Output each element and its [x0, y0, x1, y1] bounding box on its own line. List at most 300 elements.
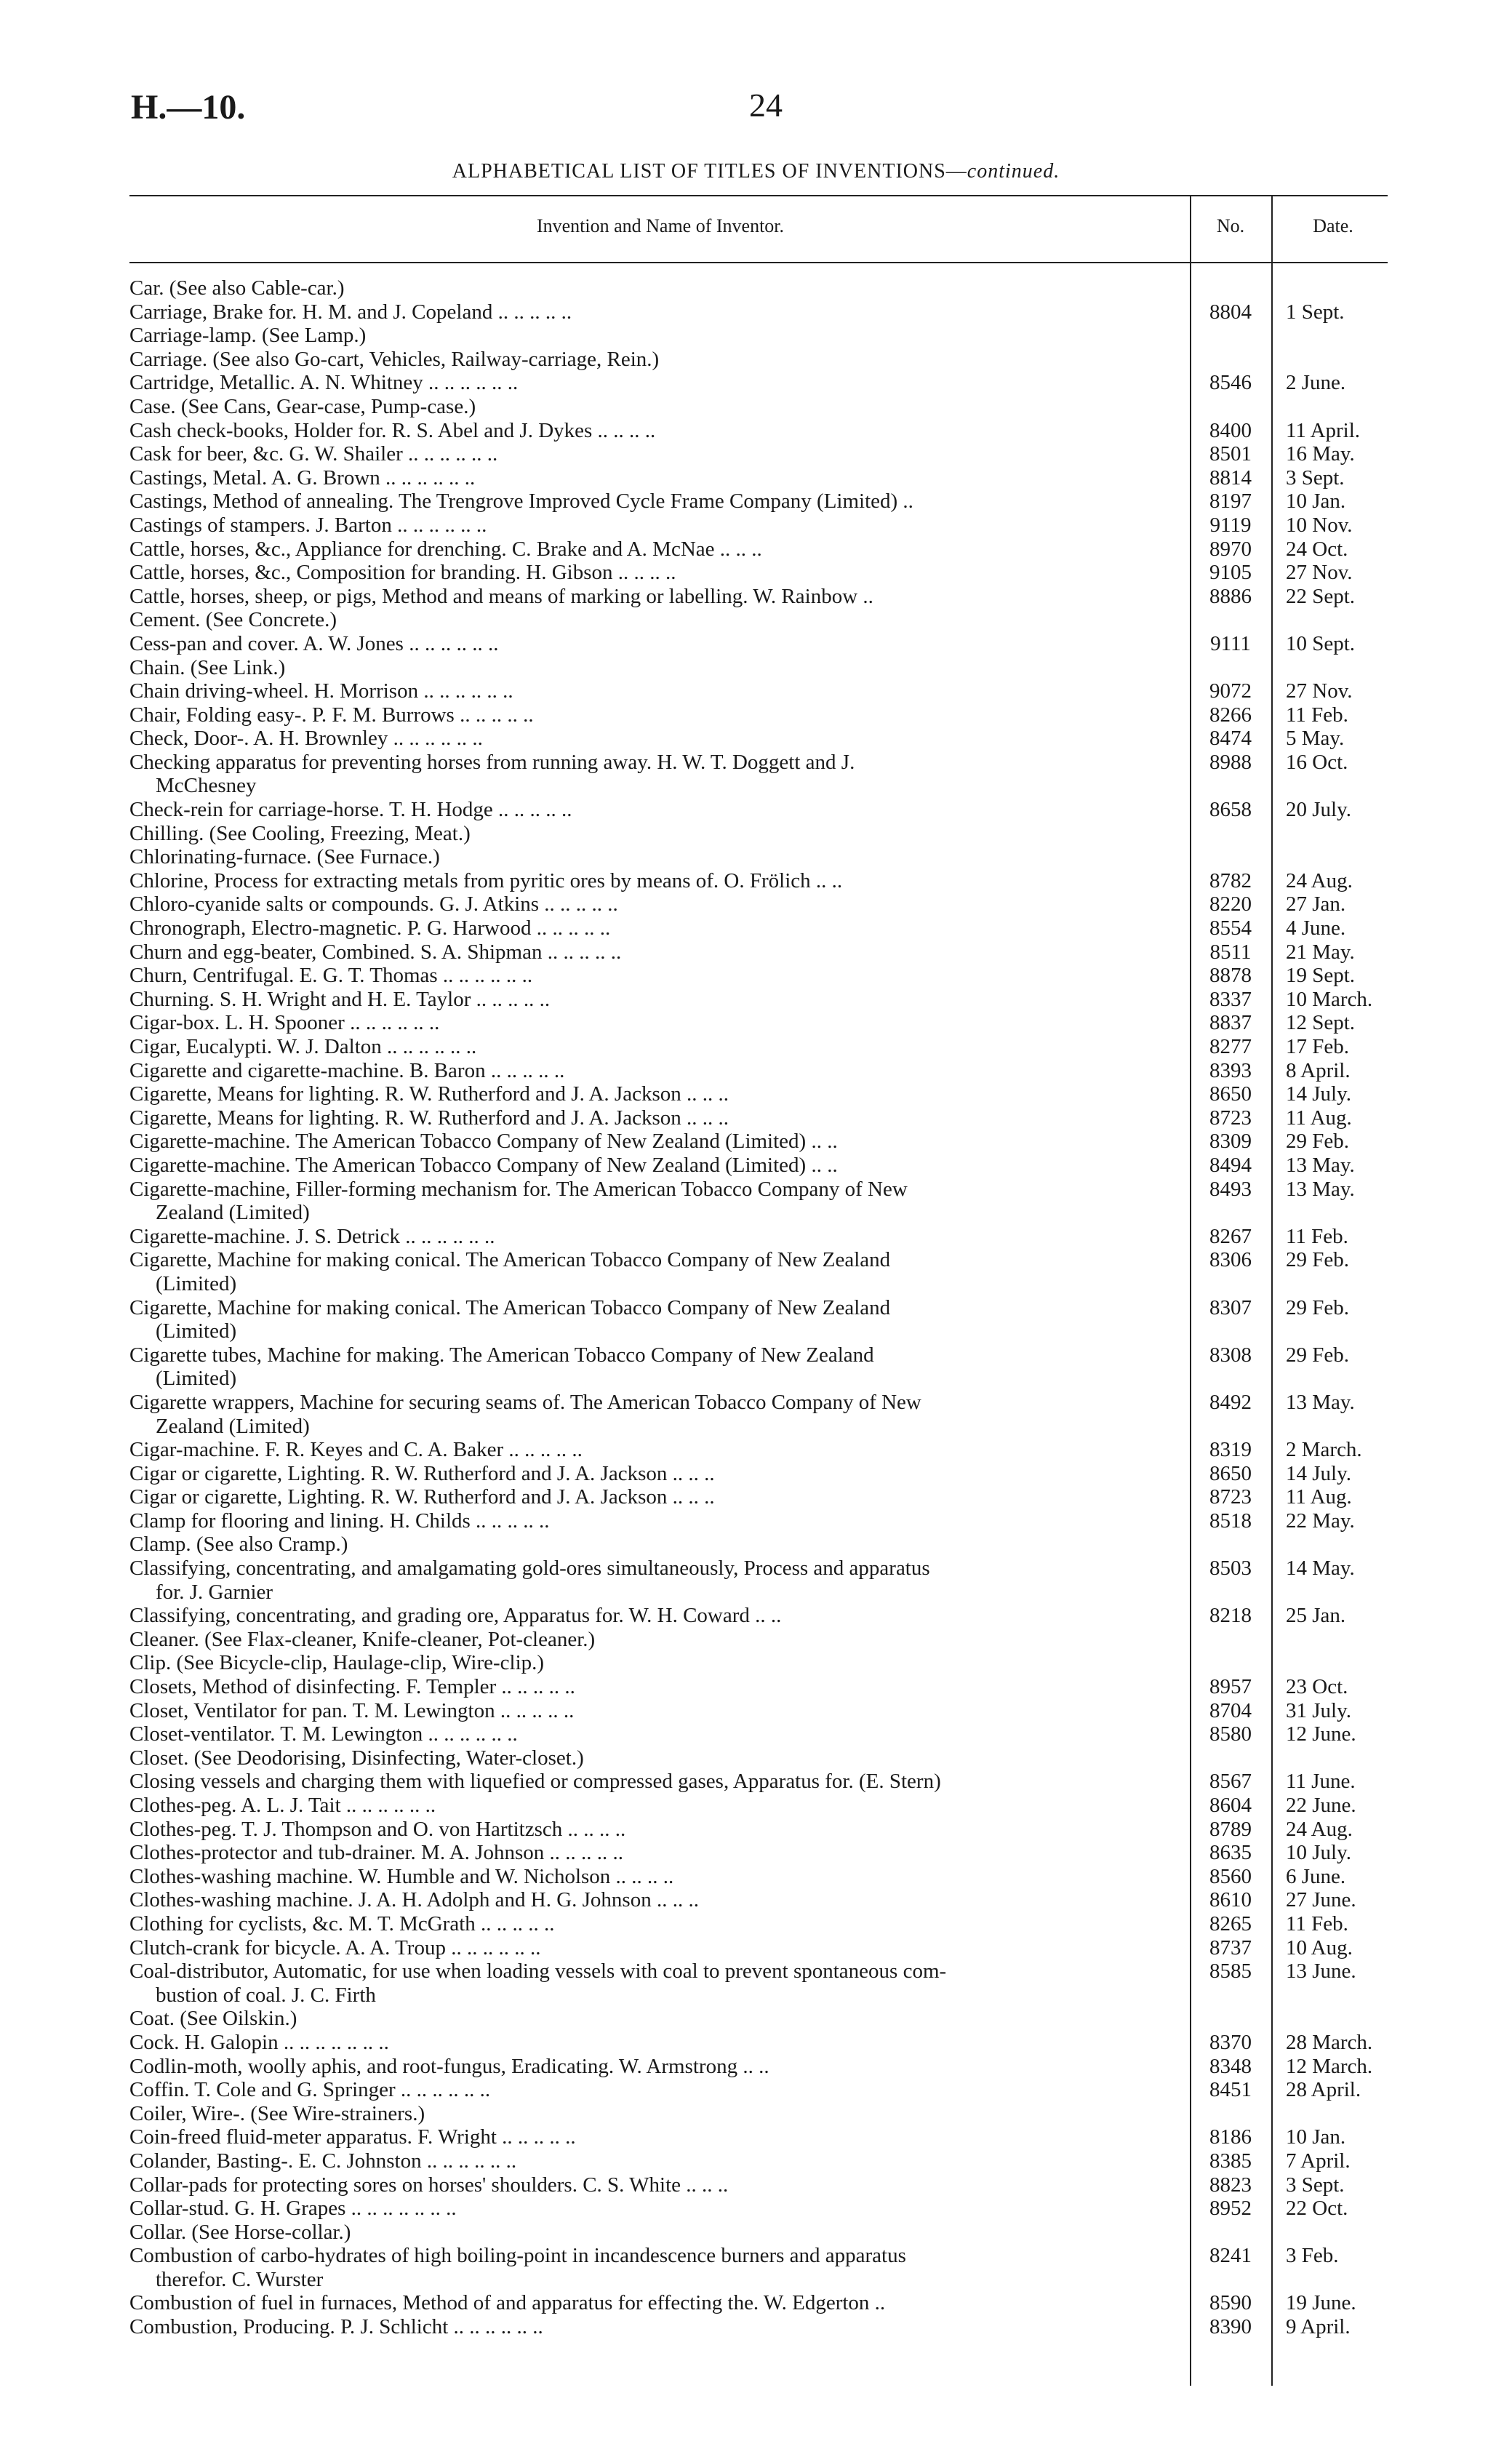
- table-row: [129, 371, 1388, 395]
- invention-cell: [129, 1936, 1185, 1960]
- table-row: [129, 2149, 1388, 2173]
- table-body: [129, 276, 1388, 2339]
- table-row: [129, 1912, 1388, 1936]
- patent-number: 8546: [1209, 371, 1252, 395]
- patent-date: 29 Feb.: [1286, 1343, 1349, 1367]
- invention-cell: [129, 1225, 1185, 1249]
- patent-date: 6 June.: [1286, 1864, 1346, 1888]
- invention-title: Cigarette and cigarette-machine. B. Baron .. .. .. .. ..: [129, 1058, 565, 1082]
- patent-date: 23 Oct.: [1286, 1675, 1348, 1699]
- patent-date: 27 Nov.: [1286, 679, 1353, 703]
- table-row: [129, 940, 1388, 964]
- invention-cell: [129, 1699, 1185, 1723]
- invention-cell: [129, 2149, 1185, 2173]
- invention-title: Cigarette-machine, Filler-forming mechanism for. The American Tobacco Company of New: [129, 1177, 908, 1201]
- patent-number: 8501: [1209, 442, 1252, 466]
- patent-date: 14 May.: [1286, 1557, 1355, 1581]
- patent-date: 3 Sept.: [1286, 2173, 1345, 2197]
- invention-cell: [129, 2007, 1185, 2031]
- patent-number: 8306: [1209, 1248, 1252, 1272]
- table-row: [129, 2031, 1388, 2055]
- table-row: [129, 1888, 1388, 1912]
- invention-cell: [129, 1509, 1185, 1533]
- patent-number: 8503: [1209, 1557, 1252, 1581]
- invention-title: Colander, Basting-. E. C. Johnston .. .. .. .. .. ..: [129, 2149, 517, 2173]
- patent-number: 8650: [1209, 1461, 1252, 1485]
- patent-date: 29 Feb.: [1286, 1248, 1349, 1272]
- invention-title: Churn and egg-beater, Combined. S. A. Shipman .. .. .. .. ..: [129, 940, 622, 964]
- invention-cell: [129, 916, 1185, 940]
- patent-date: 10 Nov.: [1286, 513, 1353, 537]
- patent-date: 22 Sept.: [1286, 584, 1356, 608]
- patent-number: 8197: [1209, 490, 1252, 514]
- table-row: [129, 1438, 1388, 1462]
- invention-title: Cess-pan and cover. A. W. Jones .. .. .. .. .. ..: [129, 631, 499, 655]
- table-row: [129, 1675, 1388, 1699]
- invention-cell: [129, 348, 1185, 372]
- table-row: [129, 869, 1388, 893]
- patent-number: 8635: [1209, 1841, 1252, 1865]
- invention-title: Chronograph, Electro-magnetic. P. G. Harwood .. .. .. .. ..: [129, 916, 611, 940]
- invention-title: Cigar-box. L. H. Spooner .. .. .. .. .. ..: [129, 1011, 440, 1035]
- invention-cell: [129, 988, 1185, 1012]
- invention-cell: [129, 1178, 1185, 1225]
- table-row: [129, 324, 1388, 348]
- patent-number: 8723: [1209, 1485, 1252, 1509]
- table-row: [129, 1557, 1388, 1604]
- invention-cell: [129, 940, 1185, 964]
- patent-date: 4 June.: [1286, 916, 1346, 940]
- invention-title: Churn, Centrifugal. E. G. T. Thomas .. .. .. .. .. ..: [129, 964, 533, 988]
- patent-number: 8385: [1209, 2149, 1252, 2173]
- invention-cell: [129, 751, 1185, 798]
- patent-number: 8319: [1209, 1438, 1252, 1462]
- table-row: [129, 1391, 1388, 1438]
- patent-number: 8390: [1209, 2315, 1252, 2339]
- patent-number: 8554: [1209, 916, 1252, 940]
- invention-title: Cigarette, Machine for making conical. The American Tobacco Company of New Zealand: [129, 1248, 891, 1272]
- patent-date: 12 Sept.: [1286, 1011, 1356, 1035]
- invention-title: Cattle, horses, sheep, or pigs, Method and means of marking or labelling. W. Rainbow ..: [129, 584, 873, 608]
- invention-cell: [129, 869, 1185, 893]
- invention-cell: [129, 1865, 1185, 1889]
- patent-number: 8267: [1209, 1224, 1252, 1248]
- invention-cell: [129, 822, 1185, 846]
- table-row: [129, 1651, 1388, 1675]
- invention-title: Closet, Ventilator for pan. T. M. Lewington .. .. .. .. ..: [129, 1698, 575, 1722]
- invention-title: Cigar or cigarette, Lighting. R. W. Rutherford and J. A. Jackson .. .. ..: [129, 1485, 715, 1509]
- table-row: [129, 916, 1388, 940]
- invention-cell: [129, 608, 1185, 632]
- invention-title: Classifying, concentrating, and grading ore, Apparatus for. W. H. Coward .. ..: [129, 1604, 782, 1628]
- patent-number: 8218: [1209, 1604, 1252, 1628]
- table-row: [129, 751, 1388, 798]
- table-row: [129, 1818, 1388, 1842]
- patent-date: 28 March.: [1286, 2030, 1373, 2054]
- invention-title: Carriage-lamp. (See Lamp.): [129, 324, 367, 348]
- invention-title: Cartridge, Metallic. A. N. Whitney .. .. .. .. .. ..: [129, 371, 519, 395]
- invention-cell: [129, 419, 1185, 443]
- invention-title: Coin-freed fluid-meter apparatus. F. Wright .. .. .. .. ..: [129, 2125, 576, 2149]
- invention-title: Cattle, horses, &c., Composition for branding. H. Gibson .. .. .. ..: [129, 561, 676, 585]
- invention-title: Clip. (See Bicycle-clip, Haulage-clip, Wire-clip.): [129, 1651, 545, 1675]
- patent-number: 8186: [1209, 2125, 1252, 2149]
- patent-number: 8782: [1209, 868, 1252, 892]
- patent-number: 8737: [1209, 1935, 1252, 1959]
- invention-cell: [129, 2078, 1185, 2102]
- invention-title-continued: McChesney: [156, 774, 257, 798]
- patent-date: 2 March.: [1286, 1438, 1362, 1462]
- table-row: [129, 2221, 1388, 2245]
- page-reference: H.—10.: [131, 88, 246, 127]
- patent-date: 2 June.: [1286, 371, 1346, 395]
- invention-title: Clothes-peg. T. J. Thompson and O. von Hartitzsch .. .. .. ..: [129, 1817, 626, 1841]
- patent-number: 8604: [1209, 1794, 1252, 1817]
- patent-number: 8277: [1209, 1035, 1252, 1058]
- table-row: [129, 300, 1388, 324]
- patent-number: 8266: [1209, 703, 1252, 727]
- invention-title: Clutch-crank for bicycle. A. A. Troup .. .. .. .. .. ..: [129, 1935, 541, 1959]
- invention-cell: [129, 1130, 1185, 1154]
- invention-cell: [129, 395, 1185, 419]
- patent-number: 8337: [1209, 987, 1252, 1011]
- invention-title: Coffin. T. Cole and G. Springer .. .. .. .. .. ..: [129, 2078, 491, 2102]
- invention-title: Combustion, Producing. P. J. Schlicht .. .. .. .. .. ..: [129, 2315, 543, 2339]
- table-row: [129, 2291, 1388, 2315]
- patent-number: 8957: [1209, 1675, 1252, 1699]
- patent-number: 8704: [1209, 1698, 1252, 1722]
- patent-number: 8723: [1209, 1106, 1252, 1130]
- invention-title: Clamp for flooring and lining. H. Childs .. .. .. .. ..: [129, 1509, 550, 1533]
- invention-title: Castings of stampers. J. Barton .. .. .. .. .. ..: [129, 513, 487, 537]
- invention-cell: [129, 1794, 1185, 1818]
- table-row: [129, 1722, 1388, 1746]
- patent-date: 16 Oct.: [1286, 750, 1348, 774]
- invention-title: Cigarette-machine. The American Tobacco Company of New Zealand (Limited) .. ..: [129, 1153, 838, 1177]
- table-row: [129, 1959, 1388, 2007]
- patent-date: 10 March.: [1286, 987, 1373, 1011]
- patent-date: 12 March.: [1286, 2054, 1373, 2078]
- patent-date: 11 Feb.: [1286, 1224, 1348, 1248]
- invention-cell: [129, 1959, 1185, 2007]
- invention-cell: [129, 892, 1185, 916]
- invention-cell: [129, 703, 1185, 727]
- patent-number: 9072: [1209, 679, 1252, 703]
- invention-title: Clothes-washing machine. W. Humble and W. Nicholson .. .. .. ..: [129, 1864, 674, 1888]
- invention-cell: [129, 2102, 1185, 2126]
- patent-number: 8511: [1209, 940, 1252, 964]
- patent-date: 7 April.: [1286, 2149, 1351, 2173]
- invention-title: Cock. H. Galopin .. .. .. .. .. .. ..: [129, 2030, 389, 2054]
- table-row: [129, 1130, 1388, 1154]
- patent-date: 17 Feb.: [1286, 1035, 1349, 1058]
- invention-cell: [129, 845, 1185, 869]
- table-row: [129, 2102, 1388, 2126]
- invention-title: Cigarette, Means for lighting. R. W. Rutherford and J. A. Jackson .. .. ..: [129, 1082, 729, 1106]
- invention-cell: [129, 2125, 1185, 2149]
- invention-title: Cigarette-machine. J. S. Detrick .. .. .. .. .. ..: [129, 1224, 495, 1248]
- invention-cell: [129, 1059, 1185, 1083]
- invention-cell: [129, 798, 1185, 822]
- invention-cell: [129, 727, 1185, 751]
- patent-number: 8658: [1209, 798, 1252, 822]
- invention-cell: [129, 1651, 1185, 1675]
- patent-number: 8307: [1209, 1295, 1252, 1319]
- patent-date: 22 May.: [1286, 1509, 1355, 1533]
- table-row: [129, 845, 1388, 869]
- patent-number: 8241: [1209, 2244, 1252, 2268]
- invention-title: Cigarette tubes, Machine for making. The American Tobacco Company of New Zealand: [129, 1343, 874, 1367]
- table-row: [129, 348, 1388, 372]
- table-row: [129, 608, 1388, 632]
- table-row: [129, 1533, 1388, 1557]
- patent-date: 24 Oct.: [1286, 537, 1348, 561]
- invention-cell: [129, 1296, 1185, 1343]
- patent-date: 16 May.: [1286, 442, 1355, 466]
- invention-title: Collar-stud. G. H. Grapes .. .. .. .. .. .. ..: [129, 2197, 457, 2221]
- table-row: [129, 2125, 1388, 2149]
- header-date: Date.: [1313, 215, 1353, 236]
- invention-cell: [129, 1841, 1185, 1865]
- invention-cell: [129, 632, 1185, 656]
- patent-date: 11 April.: [1286, 418, 1361, 442]
- table-row: [129, 1462, 1388, 1486]
- table-row: [129, 1628, 1388, 1652]
- patent-date: 24 Aug.: [1286, 1817, 1353, 1841]
- invention-title: Cigarette-machine. The American Tobacco Company of New Zealand (Limited) .. ..: [129, 1130, 838, 1154]
- table-row: [129, 1841, 1388, 1865]
- invention-title: Clamp. (See also Cramp.): [129, 1533, 348, 1557]
- invention-title: Cigarette wrappers, Machine for securing seams of. The American Tobacco Company of New: [129, 1390, 921, 1414]
- table-row: [129, 1770, 1388, 1794]
- invention-title-continued: Zealand (Limited): [156, 1201, 310, 1225]
- patent-date: 22 Oct.: [1286, 2197, 1348, 2221]
- table-row: [129, 679, 1388, 703]
- invention-title: Collar-pads for protecting sores on horses' shoulders. C. S. White .. .. ..: [129, 2173, 729, 2197]
- invention-cell: [129, 1462, 1185, 1486]
- invention-title: Coat. (See Oilskin.): [129, 2007, 297, 2031]
- patent-date: 1 Sept.: [1286, 300, 1345, 324]
- invention-title-continued: bustion of coal. J. C. Firth: [156, 1983, 376, 2007]
- invention-title: Check, Door-. A. H. Brownley .. .. .. .. .. ..: [129, 727, 483, 751]
- table-row: [129, 538, 1388, 562]
- page-number: 24: [749, 87, 783, 124]
- patent-date: 11 Aug.: [1286, 1485, 1352, 1509]
- invention-title: Coal-distributor, Automatic, for use when loading vessels with coal to prevent spontaneous com-: [129, 1959, 947, 1983]
- invention-title: Castings, Method of annealing. The Trengrove Improved Cycle Frame Company (Limited) ..: [129, 490, 913, 514]
- patent-date: 31 July.: [1286, 1698, 1351, 1722]
- patent-number: 8952: [1209, 2197, 1252, 2221]
- invention-title: Chlorine, Process for extracting metals from pyritic ores by means of. O. Frölich .. ..: [129, 868, 843, 892]
- patent-date: 11 Aug.: [1286, 1106, 1352, 1130]
- table-row: [129, 2197, 1388, 2221]
- invention-cell: [129, 1604, 1185, 1628]
- patent-number: 8970: [1209, 537, 1252, 561]
- patent-date: 29 Feb.: [1286, 1130, 1349, 1154]
- patent-number: 8560: [1209, 1864, 1252, 1888]
- invention-cell: [129, 371, 1185, 395]
- invention-cell: [129, 1082, 1185, 1106]
- patent-number: 8400: [1209, 418, 1252, 442]
- table-row: [129, 1082, 1388, 1106]
- invention-title: Collar. (See Horse-collar.): [129, 2220, 351, 2244]
- table-row: [129, 703, 1388, 727]
- patent-number: 8308: [1209, 1343, 1252, 1367]
- patent-number: 9111: [1210, 631, 1251, 655]
- invention-cell: [129, 1154, 1185, 1178]
- table-row: [129, 727, 1388, 751]
- invention-cell: [129, 2031, 1185, 2055]
- invention-cell: [129, 2197, 1185, 2221]
- patent-number: 9105: [1209, 561, 1252, 585]
- invention-cell: [129, 1675, 1185, 1699]
- invention-title: Chlorinating-furnace. (See Furnace.): [129, 845, 440, 869]
- patent-date: 11 June.: [1286, 1770, 1356, 1794]
- page-title-continued: continued.: [967, 160, 1060, 183]
- invention-cell: [129, 964, 1185, 988]
- patent-date: 28 April.: [1286, 2078, 1361, 2102]
- invention-cell: [129, 490, 1185, 514]
- invention-title: Clothes-peg. A. L. J. Tait .. .. .. .. .. ..: [129, 1794, 436, 1817]
- invention-cell: [129, 300, 1185, 324]
- invention-cell: [129, 1035, 1185, 1059]
- invention-title: Case. (See Cans, Gear-case, Pump-case.): [129, 394, 476, 418]
- patent-date: 27 Nov.: [1286, 561, 1353, 585]
- table-row: [129, 1106, 1388, 1130]
- table-row: [129, 2244, 1388, 2291]
- invention-cell: [129, 679, 1185, 703]
- patent-number: 8220: [1209, 892, 1252, 916]
- patent-date: 24 Aug.: [1286, 868, 1353, 892]
- table-row: [129, 442, 1388, 466]
- invention-title: Castings, Metal. A. G. Brown .. .. .. .. .. ..: [129, 466, 476, 490]
- invention-title-continued: (Limited): [156, 1319, 237, 1343]
- invention-cell: [129, 1391, 1185, 1438]
- table-row: [129, 988, 1388, 1012]
- patent-number: 8474: [1209, 727, 1252, 751]
- table-row: [129, 632, 1388, 656]
- table-row: [129, 1343, 1388, 1391]
- patent-date: 10 Sept.: [1286, 631, 1356, 655]
- invention-cell: [129, 1438, 1185, 1462]
- invention-title-continued: (Limited): [156, 1367, 237, 1391]
- table-row: [129, 276, 1388, 300]
- patent-date: 12 June.: [1286, 1722, 1356, 1746]
- table-row: [129, 1154, 1388, 1178]
- patent-date: 5 May.: [1286, 727, 1345, 751]
- invention-cell: [129, 656, 1185, 680]
- table-row: [129, 1035, 1388, 1059]
- invention-title: Cigar, Eucalypti. W. J. Dalton .. .. .. .. .. ..: [129, 1035, 477, 1058]
- invention-title: Coiler, Wire-. (See Wire-strainers.): [129, 2101, 425, 2125]
- invention-cell: [129, 2173, 1185, 2197]
- invention-title: Chair, Folding easy-. P. F. M. Burrows .. .. .. .. ..: [129, 703, 534, 727]
- table-row: [129, 1011, 1388, 1035]
- patent-number: 8814: [1209, 466, 1252, 490]
- invention-title: Cigarette, Means for lighting. R. W. Rutherford and J. A. Jackson .. .. ..: [129, 1106, 729, 1130]
- table-row: [129, 561, 1388, 585]
- patent-number: 8265: [1209, 1911, 1252, 1935]
- table-row: [129, 2007, 1388, 2031]
- header-rule: [129, 262, 1388, 263]
- table-row: [129, 1936, 1388, 1960]
- header-no: No.: [1216, 215, 1245, 236]
- invention-title: Carriage. (See also Go-cart, Vehicles, Railway-carriage, Rein.): [129, 347, 660, 371]
- patent-date: 10 Jan.: [1286, 2125, 1346, 2149]
- invention-cell: [129, 585, 1185, 609]
- invention-title: Cleaner. (See Flax-cleaner, Knife-cleaner, Pot-cleaner.): [129, 1627, 596, 1651]
- table-row: [129, 822, 1388, 846]
- patent-date: 25 Jan.: [1286, 1604, 1346, 1628]
- invention-cell: [129, 514, 1185, 538]
- table-row: [129, 1794, 1388, 1818]
- invention-title: Cigarette, Machine for making conical. The American Tobacco Company of New Zealand: [129, 1295, 891, 1319]
- patent-number: 8451: [1209, 2078, 1252, 2102]
- patent-number: 8886: [1209, 584, 1252, 608]
- page-title: [0, 160, 1512, 183]
- patent-number: 8348: [1209, 2054, 1252, 2078]
- table-row: [129, 1059, 1388, 1083]
- patent-date: 14 July.: [1286, 1082, 1351, 1106]
- invention-cell: [129, 1888, 1185, 1912]
- table-row: [129, 798, 1388, 822]
- patent-date: 22 June.: [1286, 1794, 1356, 1817]
- invention-title: Classifying, concentrating, and amalgamating gold-ores simultaneously, Process and apparatus: [129, 1557, 930, 1581]
- invention-title: Closet. (See Deodorising, Disinfecting, Water-closet.): [129, 1746, 584, 1770]
- patent-date: 13 May.: [1286, 1390, 1355, 1414]
- patent-number: 9119: [1209, 513, 1252, 537]
- patent-number: 8567: [1209, 1770, 1252, 1794]
- patent-date: 21 May.: [1286, 940, 1355, 964]
- invention-cell: [129, 1485, 1185, 1509]
- table-row: [129, 656, 1388, 680]
- invention-cell: [129, 1746, 1185, 1770]
- patent-number: 8393: [1209, 1058, 1252, 1082]
- invention-title-continued: Zealand (Limited): [156, 1414, 310, 1438]
- invention-title-continued: for. J. Garnier: [156, 1580, 273, 1604]
- patent-date: 10 Aug.: [1286, 1935, 1353, 1959]
- invention-cell: [129, 442, 1185, 466]
- invention-title: Cattle, horses, &c., Appliance for drenching. C. Brake and A. McNae .. .. ..: [129, 537, 762, 561]
- invention-cell: [129, 1722, 1185, 1746]
- patent-date: 11 Feb.: [1286, 703, 1348, 727]
- patent-number: 8837: [1209, 1011, 1252, 1035]
- invention-title: Clothing for cyclists, &c. M. T. McGrath .. .. .. .. ..: [129, 1911, 555, 1935]
- invention-title: Closing vessels and charging them with liquefied or compressed gases, Apparatus for. (E. Stern): [129, 1770, 941, 1794]
- table-row: [129, 419, 1388, 443]
- patent-number: 8580: [1209, 1722, 1252, 1746]
- patent-date: 27 Jan.: [1286, 892, 1346, 916]
- invention-title: Codlin-moth, woolly aphis, and root-fungus, Eradicating. W. Armstrong .. ..: [129, 2054, 769, 2078]
- invention-title: Clothes-washing machine. J. A. H. Adolph and H. G. Johnson .. .. ..: [129, 1888, 699, 1912]
- patent-date: 9 April.: [1286, 2315, 1351, 2339]
- patent-date: 3 Feb.: [1286, 2244, 1339, 2268]
- invention-cell: [129, 1106, 1185, 1130]
- table-row: [129, 395, 1388, 419]
- patent-number: 8590: [1209, 2291, 1252, 2315]
- invention-cell: [129, 1557, 1185, 1604]
- table-row: [129, 1865, 1388, 1889]
- patent-number: 8804: [1209, 300, 1252, 324]
- patent-date: 27 June.: [1286, 1888, 1356, 1912]
- invention-cell: [129, 1533, 1185, 1557]
- patent-number: 8988: [1209, 750, 1252, 774]
- table-row: [129, 964, 1388, 988]
- patent-number: 8585: [1209, 1959, 1252, 1983]
- patent-date: 10 Jan.: [1286, 490, 1346, 514]
- table-row: [129, 2078, 1388, 2102]
- table-row: [129, 1178, 1388, 1225]
